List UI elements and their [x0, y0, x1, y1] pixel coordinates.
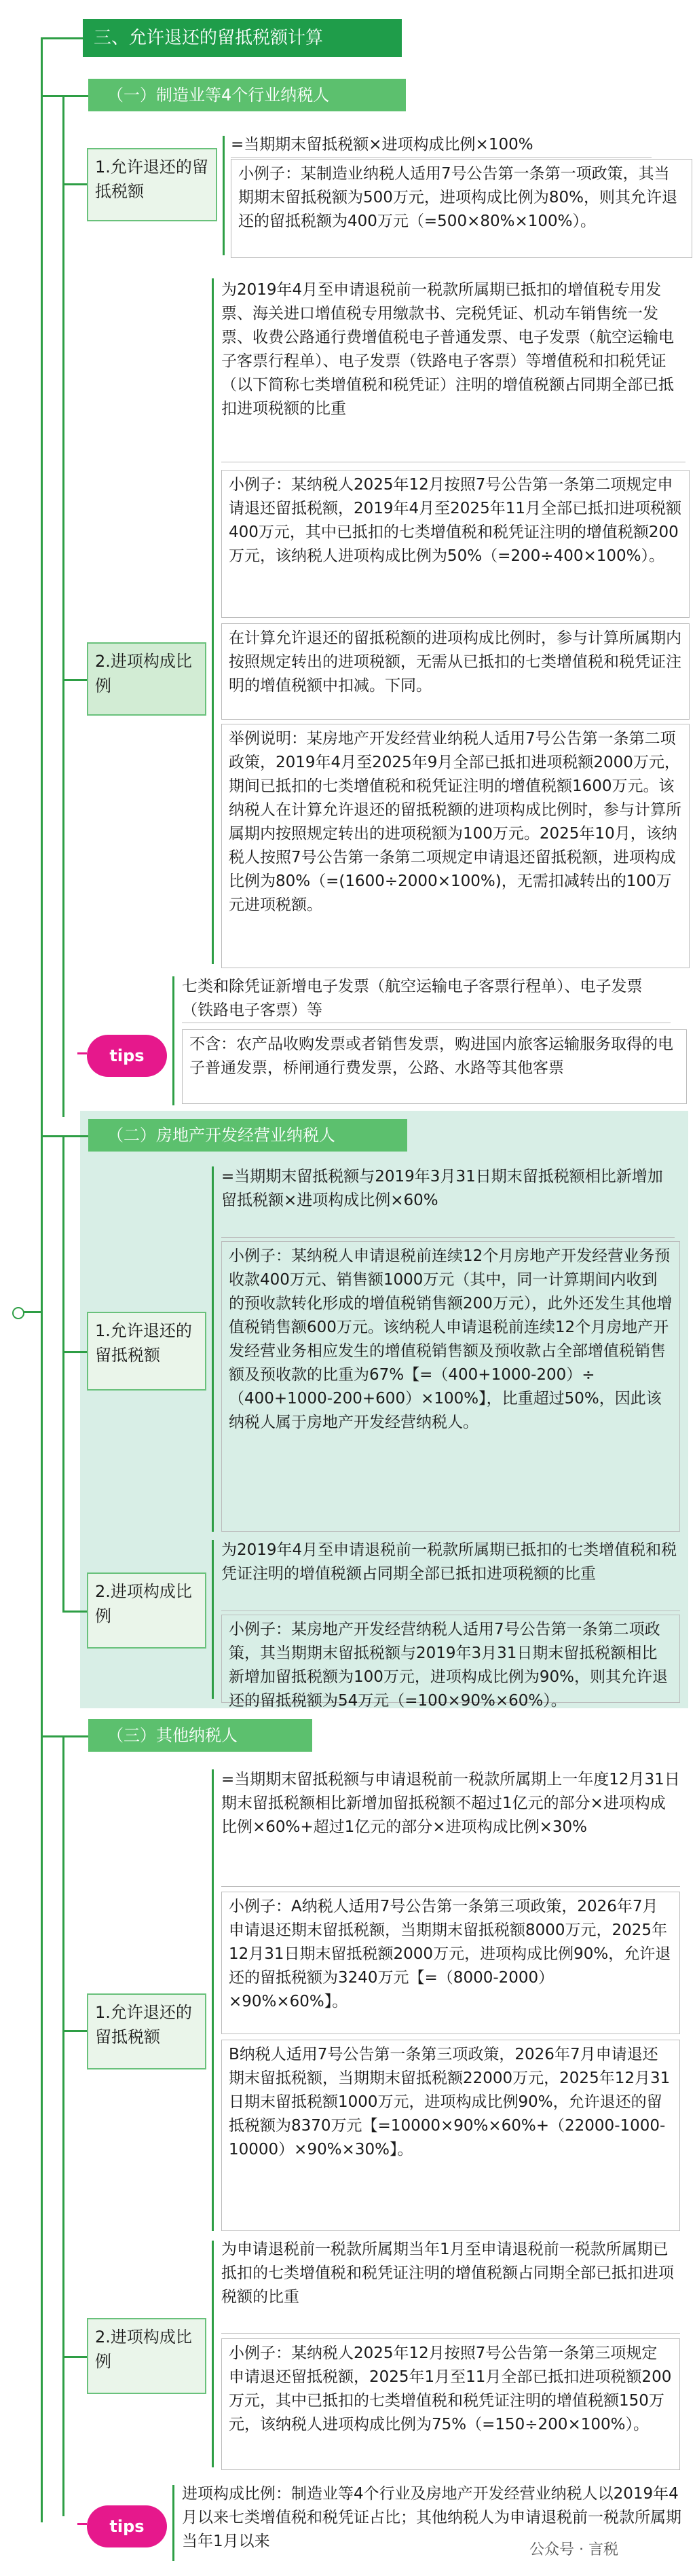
sec3-item1-example2: [221, 2040, 680, 2231]
sec3-item2-label[interactable]: 2.进项构成比例: [87, 2318, 206, 2394]
tips1-line2: [182, 1029, 687, 1104]
sec1-spine: [62, 95, 64, 1117]
tips-badge-2[interactable]: tips: [87, 2505, 167, 2547]
sec3-item2-example: [221, 2338, 680, 2470]
sec2-item2-label[interactable]: 2.进项构成比例: [87, 1572, 206, 1649]
sec2-item2-definition: [221, 1539, 680, 1611]
formula-text: =当期期末留抵税额与申请退税前一税款所属期上一年度12月31日期末留抵税额相比新增加留抵税额不超过1亿元的部分×进项构成比例×60%+超过1亿元的部分×进项构成比例×30%: [221, 1771, 680, 1836]
sec2-item1-bracket: [212, 1166, 214, 1532]
tips-text: 进项构成比例：制造业等4个行业及房地产开发经营业纳税人以2019年4月以来七类增值税和税凭证占比；其他纳税人为申请退税前一税款所属期当年1月以来: [182, 2485, 681, 2550]
tips1-bracket: [172, 976, 174, 1105]
sec3-connector: [41, 1735, 88, 1737]
example-text: 小例子：A纳税人适用7号公告第一条第三项政策，2026年7月申请退还期末留抵税额，当期期末留抵税额8000万元，2025年12月31日期末留抵税额2000万元，进项构成比例90%，允许退还的留抵税额为3240万元【=（8000-2000）×90%×60%】。: [229, 1898, 671, 2010]
example-text: 小例子：某纳税人2025年12月按照7号公告第一条第二项规定申请退还留抵税额，2019年4月至2025年11月全部已抵扣进项税额400万元，其中已抵扣的七类增值税和税凭证注明的增值税额200万元，该纳税人进项构成比例为50%（=200÷400×100%）。: [229, 476, 681, 565]
tips2-bracket: [172, 2485, 174, 2561]
example-text: 小例子：某房地产开发经营纳税人适用7号公告第一条第二项政策，其当期期末留抵税额与2019年3月31日期末留抵税额相比新增加留抵税额为100万元，进项构成比例为90%，则其允许退还的留抵税额为54万元（=100×90%×60%）。: [229, 1621, 669, 1710]
page-title[interactable]: 三、允许退还的留抵税额计算: [83, 19, 402, 57]
sec1-item1-bracket: [223, 136, 225, 255]
example-text: 小例子：某纳税人申请退税前连续12个月房地产开发经营业务预收款400万元、销售额1000万元（其中，同一计算期间内收到的预收款转化形成的增值税销售额200万元），此外还发生其他增值税销售额600万元。该纳税人申请退税前连续12个月房地产开发经营业务相应发生的增值税销售额及预收款占全部增值税销售额及预收款的比重为67%【=（400+1000-200）÷（400+1000-200+600）×100%】，比重超过50%，因此该纳税人属于房地产开发经营纳税人。: [229, 1247, 673, 1431]
tips1-line1: [182, 975, 671, 1023]
illustration-text: 举例说明：某房地产开发经营业纳税人适用7号公告第一条第二项政策，2019年4月至2025年9月全部已抵扣进项税额2000万元，期间已抵扣的七类增值税和税凭证注明的增值税额1600万元。该纳税人在计算允许退还的留抵税额的进项构成比例时，参与计算所属期内按照规定转出的进项税额为100万元。2025年10月，该纳税人按照7号公告第一条第二项规定申请退还留抵税额，进项构成比例为80%（=(1600÷2000×100%)，无需扣减转出的100万元进项税额。: [229, 730, 681, 914]
sec3-item1-connector: [62, 2030, 87, 2032]
sec3-item1-example: [221, 1892, 680, 2034]
sec2-item1-label[interactable]: 1.允许退还的留抵税额: [87, 1312, 206, 1391]
sec2-item1-formula: [221, 1165, 675, 1238]
sec2-item2-example: [221, 1615, 680, 1710]
sec3-item2-bracket: [212, 2241, 214, 2467]
example-text: B纳税人适用7号公告第一条第三项政策，2026年7月申请退还期末留抵税额，当期期末留抵税额22000万元，2025年12月31日期末留抵税额1000万元，进项构成比例90%，允许退还的留抵税额为8370万元【=10000×90%×60%+（22000-1000-10000）×90%×30%】。: [229, 2046, 671, 2158]
sec2-item2-bracket: [212, 1540, 214, 1699]
definition-text: 为2019年4月至申请退税前一税款所属期已抵扣的七类增值税和税凭证注明的增值税额占同期全部已抵扣进项税额的比重: [221, 1541, 677, 1583]
sec2-connector: [41, 1135, 88, 1137]
sec3-spine: [62, 1735, 64, 2516]
sec1-item1-connector: [62, 183, 87, 185]
sec3-item2-connector: [62, 2356, 87, 2358]
sec2-item1-example: [221, 1241, 680, 1532]
sec1-connector: [41, 95, 88, 97]
sec1-item2-definition: [221, 278, 685, 462]
sec2-item1-connector: [62, 1351, 87, 1353]
spine-title-connector: [41, 37, 83, 39]
tips-text: 七类和除凭证新增电子发票（航空运输电子客票行程单）、电子发票（铁路电子客票）等: [182, 978, 643, 1019]
sec1-item2-example: [221, 470, 690, 618]
example-text: 小例子：某制造业纳税人适用7号公告第一条第一项政策，其当期期末留抵税额为500万元，进项构成比例为80%，则其允许退还的留抵税额为400万元（=500×80%×100%）。: [238, 165, 678, 230]
section-header-real-estate[interactable]: （二）房地产开发经营业纳税人: [88, 1119, 407, 1152]
sec1-item2-label[interactable]: 2.进项构成比例: [87, 642, 206, 716]
definition-text: 为2019年4月至申请退税前一税款所属期已抵扣的增值税专用发票、海关进口增值税专用缴款书、完税凭证、机动车销售统一发票、收费公路通行费增值税电子普通发票、电子发票（航空运输电子客票行程单）、电子发票（铁路电子客票）等增值税和扣税凭证（以下简称七类增值税和税凭证）注明的增值税额占同期全部已抵扣进项税额的比重: [221, 281, 674, 418]
example-text: 小例子：某纳税人2025年12月按照7号公告第一条第三项规定申请退还留抵税额，2025年1月至11月全部已抵扣进项税额200万元，其中已抵扣的七类增值税和税凭证注明的增值税额150万元，该纳税人进项构成比例为75%（=150÷200×100%）。: [229, 2344, 672, 2433]
section-header-manufacturing[interactable]: （一）制造业等4个行业纳税人: [88, 79, 406, 111]
sec3-item1-label[interactable]: 1.允许退还的留抵税额: [87, 1993, 206, 2069]
sec3-item1-bracket: [212, 1769, 214, 2231]
main-spine: [41, 37, 43, 2522]
definition-text: 为申请退税前一税款所属期当年1月至申请退税前一税款所属期已抵扣的七类增值税和税凭证注明的增值税额占同期全部已抵扣进项税额的比重: [221, 2241, 674, 2306]
sec1-item2-connector: [62, 679, 87, 681]
sec1-item1-formula: [231, 133, 652, 158]
section-header-other[interactable]: （三）其他纳税人: [88, 1719, 312, 1752]
sec1-item2-bracket: [212, 278, 214, 964]
formula-text: =当期期末留抵税额与2019年3月31日期末留抵税额相比新增加留抵税额×进项构成比例×60%: [221, 1168, 663, 1209]
tips-badge-1[interactable]: tips: [87, 1035, 167, 1077]
root-connector: [23, 1311, 41, 1313]
sec3-item1-formula: [221, 1768, 680, 1887]
sec1-item2-illustration: [221, 724, 690, 968]
sec1-item2-note: [221, 623, 690, 720]
sec3-item2-definition: [221, 2238, 680, 2334]
root-node-icon[interactable]: [12, 1307, 24, 1319]
sec2-spine: [62, 1135, 64, 1611]
formula-text: =当期期末留抵税额×进项构成比例×100%: [231, 136, 533, 153]
watermark-label: 公众号 · 言税: [529, 2541, 618, 2558]
sec1-item1-example: [231, 159, 692, 258]
note-text: 在计算允许退还的留抵税额的进项构成比例时，参与计算所属期内按照规定转出的进项税额，无需从已抵扣的七类增值税和税凭证注明的增值税额中扣减。下同。: [229, 629, 681, 695]
tips-text: 不含：农产品收购发票或者销售发票，购进国内旅客运输服务取得的电子普通发票，桥闸通行费发票，公路、水路等其他客票: [189, 1035, 673, 1077]
sec2-item2-connector: [62, 1611, 87, 1613]
sec1-item1-label[interactable]: 1.允许退还的留抵税额: [87, 148, 217, 221]
